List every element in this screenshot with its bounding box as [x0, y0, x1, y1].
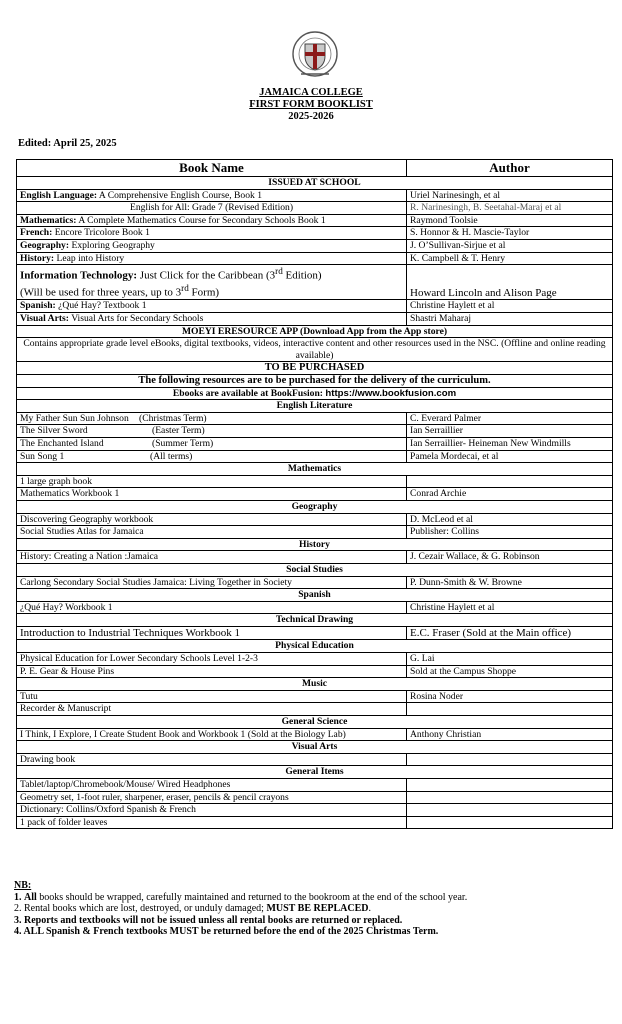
book-title: Encore Tricolore Book 1 — [54, 227, 150, 239]
table-row — [17, 425, 613, 438]
notes-title: NB: — [14, 880, 32, 891]
book-title: Sun Song 1 — [20, 450, 65, 462]
book-author: S. Honnor & H. Mascie-Taylor — [407, 227, 613, 240]
item-name: Geometry set, 1-foot ruler, sharpener, eraser, pencils & pencil crayons — [17, 791, 407, 804]
table-row: Information Technology: Just Click for the Caribbean (3rd Edition) (Will be used for three years, up to 3rd Form) Howard Lincoln and Alison Page — [17, 265, 613, 300]
table-row — [17, 189, 613, 202]
book-title: I Think, I Explore, I Create Student Book and Workbook 1 (Sold at the Biology Lab) — [17, 728, 407, 741]
book-author: P. Dunn-Smith & W. Browne — [407, 576, 613, 589]
book-title: Tutu — [17, 690, 407, 703]
book-title: Physical Education for Lower Secondary Schools Level 1-2-3 — [17, 653, 407, 666]
table-row — [17, 576, 613, 589]
subject-label: Visual Arts: — [20, 313, 69, 325]
table-row — [17, 239, 613, 252]
table-row — [17, 690, 613, 703]
note-2: 2. Rental books which are lost, destroyed, or unduly damaged; MUST BE REPLACED. — [14, 903, 372, 914]
bookfusion-link[interactable]: https://www.bookfusion.com — [325, 387, 457, 399]
book-title: A Complete Mathematics Course for Secondary Schools Book 1 — [78, 214, 326, 226]
book-author: Anthony Christian — [407, 728, 613, 741]
book-author: Christine Haylett et al — [407, 601, 613, 614]
table-row — [17, 488, 613, 501]
table-row — [17, 438, 613, 451]
subject-label: Information Technology: — [20, 269, 138, 282]
book-author: R. Narinesingh, B. Seetahal-Maraj et al — [407, 202, 613, 215]
book-author: Ian Serraillier- Heineman New Windmills — [407, 438, 613, 451]
ebooks-text: Ebooks are available at BookFusion: — [172, 387, 326, 399]
book-title: Mathematics Workbook 1 — [17, 488, 407, 501]
table-row — [17, 412, 613, 425]
book-author: Publisher: Collins — [407, 526, 613, 539]
book-author: D. McLeod et al — [407, 513, 613, 526]
item-name: Dictionary: Collins/Oxford Spanish & French — [17, 804, 407, 817]
section-heading: Spanish — [17, 589, 613, 602]
booklist-title: FIRST FORM BOOKLIST — [249, 99, 373, 110]
table-row — [17, 313, 613, 326]
col-author: Author — [407, 160, 613, 177]
booklist-table — [16, 159, 613, 829]
table-row — [17, 804, 613, 817]
book-author: Conrad Archie — [407, 488, 613, 501]
book-title: Introduction to Industrial Techniques Workbook 1 — [17, 626, 407, 640]
book-author: E.C. Fraser (Sold at the Main office) — [407, 626, 613, 640]
item-name: 1 pack of folder leaves — [17, 816, 407, 829]
school-year: 2025-2026 — [288, 111, 334, 122]
book-title: P. E. Gear & House Pins — [17, 665, 407, 678]
book-title: My Father Sun Sun Johnson — [20, 412, 129, 424]
book-author: Uriel Narinesingh, et al — [407, 189, 613, 202]
table-row — [17, 653, 613, 666]
book-title: 1 large graph book — [17, 475, 407, 488]
table-row — [17, 601, 613, 614]
section-heading: Physical Education — [17, 640, 613, 653]
note-3: 3. Reports and textbooks will not be issued unless all rental books are returned or replaced. — [14, 914, 403, 926]
book-note: (Will be used for three years, up to 3 — [20, 286, 182, 299]
table-row — [17, 513, 613, 526]
book-title: History: Creating a Nation :Jamaica — [17, 551, 407, 564]
book-title: Discovering Geography workbook — [17, 513, 407, 526]
school-name: JAMAICA COLLEGE — [259, 87, 363, 98]
book-author: Ian Serraillier — [407, 425, 613, 438]
purchased-note: The following resources are to be purchased for the delivery of the curriculum. — [17, 375, 613, 388]
table-row — [17, 526, 613, 539]
book-author: Christine Haylett et al — [407, 300, 613, 313]
book-term: (All terms) — [150, 450, 193, 462]
book-author: Howard Lincoln and Alison Page — [407, 265, 613, 300]
subject-label: Mathematics: — [20, 214, 77, 226]
purchased-heading: TO BE PURCHASED — [17, 362, 613, 375]
book-title: The Enchanted Island — [20, 438, 104, 449]
book-title: Just Click for the Caribbean (3 — [139, 269, 276, 282]
subject-label: Spanish: — [20, 300, 56, 312]
section-heading: English Literature — [17, 400, 613, 413]
note-4: 4. ALL Spanish & French textbooks MUST be returned before the end of the 2025 Christmas Term. — [14, 926, 439, 937]
book-title: The Silver Sword — [20, 425, 88, 437]
book-author: Sold at the Campus Shoppe — [407, 665, 613, 678]
subject-label: English Language: — [20, 189, 98, 201]
book-title: English for All: Grade 7 (Revised Edition) — [17, 202, 407, 215]
table-row — [17, 551, 613, 564]
book-author: Rosina Noder — [407, 690, 613, 703]
note-1: 1. All books should be wrapped, carefully maintained and returned to the bookroom at the end of the school year. — [14, 891, 468, 903]
table-row — [17, 728, 613, 741]
table-row — [17, 300, 613, 313]
school-crest-logo — [291, 30, 339, 80]
section-heading: Visual Arts — [17, 741, 613, 754]
book-author: G. Lai — [407, 653, 613, 666]
issued-heading: ISSUED AT SCHOOL — [17, 177, 613, 190]
section-heading: Music — [17, 678, 613, 691]
book-author: Shastri Maharaj — [407, 313, 613, 326]
book-title: ¿Qué Hay? Textbook 1 — [58, 300, 147, 312]
subject-label: History: — [20, 252, 55, 264]
item-name: Tablet/laptop/Chromebook/Mouse/ Wired Headphones — [17, 778, 407, 791]
book-author: C. Everard Palmer — [407, 412, 613, 425]
book-author: J. O’Sullivan-Sirjue et al — [407, 239, 613, 252]
table-row — [17, 214, 613, 227]
table-header-row — [17, 160, 613, 177]
book-author: K. Campbell & T. Henry — [407, 252, 613, 265]
table-row — [17, 665, 613, 678]
section-heading: Technical Drawing — [17, 614, 613, 627]
book-title: Drawing book — [17, 753, 407, 766]
table-row — [17, 202, 613, 215]
book-author: J. Cezair Wallace, & G. Robinson — [407, 551, 613, 564]
notes-section — [14, 880, 614, 938]
section-heading: Mathematics — [17, 463, 613, 476]
edited-date: Edited: April 25, 2025 — [18, 138, 117, 149]
table-row — [17, 816, 613, 829]
book-title: Visual Arts for Secondary Schools — [71, 313, 204, 325]
book-term: (Christmas Term) — [139, 412, 207, 424]
section-heading: History — [17, 538, 613, 551]
book-title: Leap into History — [56, 252, 125, 264]
book-title: Carlong Secondary Social Studies Jamaica: Living Together in Society — [17, 576, 407, 589]
book-title: Social Studies Atlas for Jamaica — [17, 526, 407, 539]
book-term: (Easter Term) — [152, 425, 205, 437]
table-row — [17, 252, 613, 265]
book-author: Pamela Mordecai, et al — [407, 450, 613, 463]
book-author: Raymond Toolsie — [407, 214, 613, 227]
moeyi-heading: MOEYI ERESOURCE APP (Download App from the App store) — [17, 325, 613, 338]
book-term: (Summer Term) — [152, 438, 214, 449]
table-row — [17, 778, 613, 791]
subject-label: French: — [20, 227, 53, 239]
book-title: A Comprehensive English Course, Book 1 — [98, 189, 263, 201]
table-row — [17, 626, 613, 640]
book-title: Exploring Geography — [71, 239, 155, 251]
table-row — [17, 450, 613, 463]
table-row — [17, 703, 613, 716]
section-heading: Social Studies — [17, 563, 613, 576]
table-row — [17, 791, 613, 804]
table-row — [17, 227, 613, 240]
table-row — [17, 753, 613, 766]
section-heading: General Science — [17, 715, 613, 728]
moeyi-description: Contains appropriate grade level eBooks, digital textbooks, videos, interactive content and other resources used in the NSC. (Offline and online reading available) — [17, 338, 613, 362]
book-title: Recorder & Manuscript — [17, 703, 407, 716]
table-row — [17, 475, 613, 488]
book-title: ¿Qué Hay? Workbook 1 — [17, 601, 407, 614]
section-heading: General Items — [17, 766, 613, 779]
section-heading: Geography — [17, 500, 613, 513]
subject-label: Geography: — [20, 239, 70, 251]
col-book-name: Book Name — [17, 160, 407, 177]
